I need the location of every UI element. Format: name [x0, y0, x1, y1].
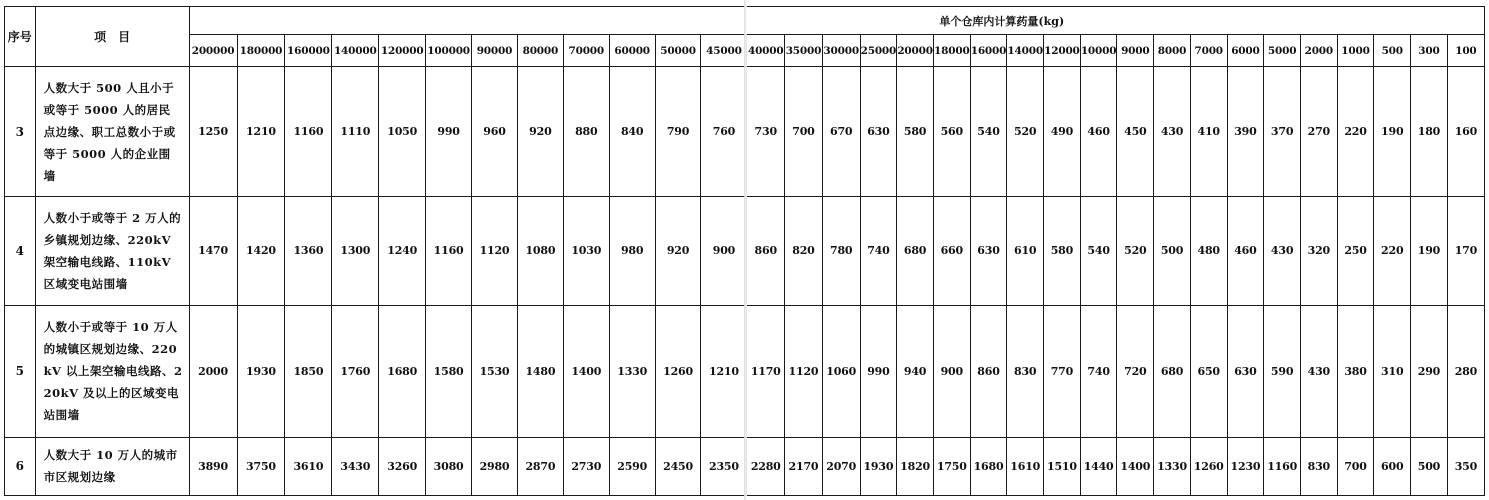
quantity-column-header: 1000: [1337, 35, 1374, 67]
distance-value-cell: 990: [860, 305, 897, 437]
distance-value-cell: 1250: [189, 67, 237, 197]
distance-value-cell: 920: [517, 67, 563, 197]
distance-value-cell: 820: [785, 197, 823, 305]
distance-value-cell: 370: [1264, 67, 1301, 197]
distance-value-cell: 1440: [1080, 437, 1117, 495]
distance-value-cell: 3260: [379, 437, 426, 495]
distance-value-cell: 790: [655, 67, 701, 197]
distance-value-cell: 290: [1411, 305, 1448, 437]
quantity-column-header: 18000: [933, 35, 970, 67]
distance-value-cell: 460: [1227, 197, 1264, 305]
distance-value-cell: 560: [933, 67, 970, 197]
distance-value-cell: 1510: [1044, 437, 1081, 495]
distance-value-cell: 410: [1190, 67, 1227, 197]
distance-value-cell: 770: [1044, 305, 1081, 437]
quantity-column-header: 40000: [747, 35, 785, 67]
distance-value-cell: 830: [1007, 305, 1044, 437]
distance-value-cell: 1400: [563, 305, 609, 437]
distance-value-cell: 730: [747, 67, 785, 197]
distance-value-cell: 2590: [609, 437, 655, 495]
distance-value-cell: 780: [822, 197, 860, 305]
quantity-column-header: 2000: [1300, 35, 1337, 67]
distance-value-cell: 2350: [701, 437, 747, 495]
distance-value-cell: 960: [472, 67, 518, 197]
distance-value-cell: 220: [1374, 197, 1411, 305]
distance-value-cell: 580: [897, 67, 934, 197]
quantity-column-header: 9000: [1117, 35, 1154, 67]
quantity-column-header: 30000: [822, 35, 860, 67]
page-seam: [744, 0, 747, 500]
row-seq-cell: 4: [5, 197, 36, 305]
quantity-column-header: 45000: [701, 35, 747, 67]
distance-value-cell: 990: [426, 67, 472, 197]
distance-value-cell: 540: [1080, 197, 1117, 305]
distance-value-cell: 2730: [563, 437, 609, 495]
distance-value-cell: 2170: [785, 437, 823, 495]
distance-value-cell: 350: [1447, 437, 1484, 495]
distance-value-cell: 1210: [701, 305, 747, 437]
quantity-column-header: 160000: [285, 35, 332, 67]
quantity-column-header: 120000: [379, 35, 426, 67]
distance-value-cell: 220: [1337, 67, 1374, 197]
distance-value-cell: 590: [1264, 305, 1301, 437]
distance-value-cell: 500: [1411, 437, 1448, 495]
quantity-column-header: 90000: [472, 35, 518, 67]
distance-value-cell: 880: [563, 67, 609, 197]
distance-value-cell: 1470: [189, 197, 237, 305]
distance-value-cell: 2450: [655, 437, 701, 495]
distance-value-cell: 1080: [517, 197, 563, 305]
distance-value-cell: 1160: [426, 197, 472, 305]
distance-value-cell: 3750: [237, 437, 285, 495]
distance-value-cell: 860: [970, 305, 1007, 437]
quantity-column-header: 60000: [609, 35, 655, 67]
distance-value-cell: 1420: [237, 197, 285, 305]
distance-value-cell: 520: [1007, 67, 1044, 197]
distance-value-cell: 580: [1044, 197, 1081, 305]
distance-value-cell: 450: [1117, 67, 1154, 197]
distance-value-cell: 1360: [285, 197, 332, 305]
quantity-column-header: 100000: [426, 35, 472, 67]
quantity-column-header: 180000: [237, 35, 285, 67]
distance-value-cell: 1400: [1117, 437, 1154, 495]
distance-value-cell: 320: [1300, 197, 1337, 305]
distance-value-cell: 830: [1300, 437, 1337, 495]
distance-value-cell: 490: [1044, 67, 1081, 197]
distance-value-cell: 3430: [332, 437, 379, 495]
row-item-cell: 人数大于 10 万人的城市市区规划边缘: [35, 437, 189, 495]
distance-value-cell: 1030: [563, 197, 609, 305]
distance-value-cell: 920: [655, 197, 701, 305]
distance-value-cell: 900: [933, 305, 970, 437]
distance-value-cell: 1160: [1264, 437, 1301, 495]
distance-value-cell: 1680: [379, 305, 426, 437]
distance-value-cell: 1210: [237, 67, 285, 197]
quantity-column-header: 6000: [1227, 35, 1264, 67]
distance-value-cell: 3610: [285, 437, 332, 495]
quantity-column-header: 70000: [563, 35, 609, 67]
row-seq-cell: 5: [5, 305, 36, 437]
distance-value-cell: 250: [1337, 197, 1374, 305]
distance-value-cell: 190: [1411, 197, 1448, 305]
quantity-column-header: 20000: [897, 35, 934, 67]
distance-value-cell: 480: [1190, 197, 1227, 305]
item-header: 项 目: [35, 7, 189, 67]
quantity-column-header: 7000: [1190, 35, 1227, 67]
distance-value-cell: 1050: [379, 67, 426, 197]
distance-value-cell: 1480: [517, 305, 563, 437]
distance-value-cell: 740: [1080, 305, 1117, 437]
distance-value-cell: 1160: [285, 67, 332, 197]
quantity-column-header: 14000: [1007, 35, 1044, 67]
distance-value-cell: 700: [785, 67, 823, 197]
distance-value-cell: 1580: [426, 305, 472, 437]
distance-value-cell: 2000: [189, 305, 237, 437]
quantity-column-header: 10000: [1080, 35, 1117, 67]
distance-value-cell: 1110: [332, 67, 379, 197]
distance-value-cell: 1330: [609, 305, 655, 437]
distance-value-cell: 650: [1190, 305, 1227, 437]
distance-value-cell: 1680: [970, 437, 1007, 495]
quantity-column-header: 16000: [970, 35, 1007, 67]
distance-value-cell: 2280: [747, 437, 785, 495]
distance-value-cell: 680: [897, 197, 934, 305]
distance-value-cell: 670: [822, 67, 860, 197]
distance-value-cell: 740: [860, 197, 897, 305]
distance-value-cell: 760: [701, 67, 747, 197]
distance-value-cell: 1930: [237, 305, 285, 437]
distance-value-cell: 430: [1154, 67, 1191, 197]
quantity-group-label: 单个仓库内计算药量(kg): [939, 14, 1065, 28]
distance-value-cell: 430: [1300, 305, 1337, 437]
distance-value-cell: 460: [1080, 67, 1117, 197]
distance-value-cell: 1240: [379, 197, 426, 305]
distance-value-cell: 600: [1374, 437, 1411, 495]
distance-value-cell: 170: [1447, 197, 1484, 305]
distance-value-cell: 500: [1154, 197, 1191, 305]
distance-value-cell: 280: [1447, 305, 1484, 437]
distance-value-cell: 310: [1374, 305, 1411, 437]
distance-value-cell: 1750: [933, 437, 970, 495]
distance-value-cell: 1120: [785, 305, 823, 437]
quantity-column-header: 100: [1447, 35, 1484, 67]
row-item-cell: 人数小于或等于 2 万人的乡镇规划边缘、220kV 架空输电线路、110kV 区域变电站围墙: [35, 197, 189, 305]
distance-value-cell: 860: [747, 197, 785, 305]
quantity-column-header: 25000: [860, 35, 897, 67]
distance-value-cell: 1820: [897, 437, 934, 495]
distance-value-cell: 940: [897, 305, 934, 437]
distance-value-cell: 3890: [189, 437, 237, 495]
distance-value-cell: 540: [970, 67, 1007, 197]
distance-value-cell: 190: [1374, 67, 1411, 197]
row-seq-cell: 3: [5, 67, 36, 197]
distance-value-cell: 430: [1264, 197, 1301, 305]
distance-value-cell: 520: [1117, 197, 1154, 305]
distance-value-cell: 630: [970, 197, 1007, 305]
distance-value-cell: 630: [1227, 305, 1264, 437]
distance-value-cell: 1530: [472, 305, 518, 437]
distance-value-cell: 1300: [332, 197, 379, 305]
quantity-column-header: 12000: [1044, 35, 1081, 67]
distance-value-cell: 700: [1337, 437, 1374, 495]
distance-value-cell: 1610: [1007, 437, 1044, 495]
distance-value-cell: 630: [860, 67, 897, 197]
quantity-column-header: 8000: [1154, 35, 1191, 67]
distance-value-cell: 1760: [332, 305, 379, 437]
distance-value-cell: 180: [1411, 67, 1448, 197]
distance-value-cell: 390: [1227, 67, 1264, 197]
seq-header: 序号: [5, 7, 36, 67]
distance-value-cell: 2070: [822, 437, 860, 495]
distance-value-cell: 270: [1300, 67, 1337, 197]
quantity-group-header: [189, 7, 1484, 35]
quantity-column-header: 300: [1411, 35, 1448, 67]
distance-value-cell: 680: [1154, 305, 1191, 437]
row-item-cell: 人数大于 500 人且小于或等于 5000 人的居民点边缘、职工总数小于或等于 5000 人的企业围墙: [35, 67, 189, 197]
distance-value-cell: 1260: [1190, 437, 1227, 495]
distance-value-cell: 1170: [747, 305, 785, 437]
quantity-column-header: 500: [1374, 35, 1411, 67]
distance-value-cell: 900: [701, 197, 747, 305]
distance-value-cell: 720: [1117, 305, 1154, 437]
distance-value-cell: 1330: [1154, 437, 1191, 495]
distance-value-cell: 840: [609, 67, 655, 197]
distance-value-cell: 160: [1447, 67, 1484, 197]
distance-value-cell: 1850: [285, 305, 332, 437]
distance-value-cell: 660: [933, 197, 970, 305]
distance-value-cell: 1930: [860, 437, 897, 495]
quantity-column-header: 50000: [655, 35, 701, 67]
distance-value-cell: 1060: [822, 305, 860, 437]
distance-value-cell: 2870: [517, 437, 563, 495]
distance-value-cell: 2980: [472, 437, 518, 495]
distance-value-cell: 980: [609, 197, 655, 305]
distance-value-cell: 1260: [655, 305, 701, 437]
quantity-column-header: 200000: [189, 35, 237, 67]
row-seq-cell: 6: [5, 437, 36, 495]
quantity-column-header: 35000: [785, 35, 823, 67]
quantity-column-header: 5000: [1264, 35, 1301, 67]
distance-value-cell: 610: [1007, 197, 1044, 305]
quantity-column-header: 140000: [332, 35, 379, 67]
quantity-column-header: 80000: [517, 35, 563, 67]
distance-value-cell: 380: [1337, 305, 1374, 437]
distance-value-cell: 1120: [472, 197, 518, 305]
distance-value-cell: 1230: [1227, 437, 1264, 495]
distance-value-cell: 3080: [426, 437, 472, 495]
row-item-cell: 人数小于或等于 10 万人的城镇区规划边缘、220kV 以上架空输电线路、220kV 及以上的区域变电站围墙: [35, 305, 189, 437]
